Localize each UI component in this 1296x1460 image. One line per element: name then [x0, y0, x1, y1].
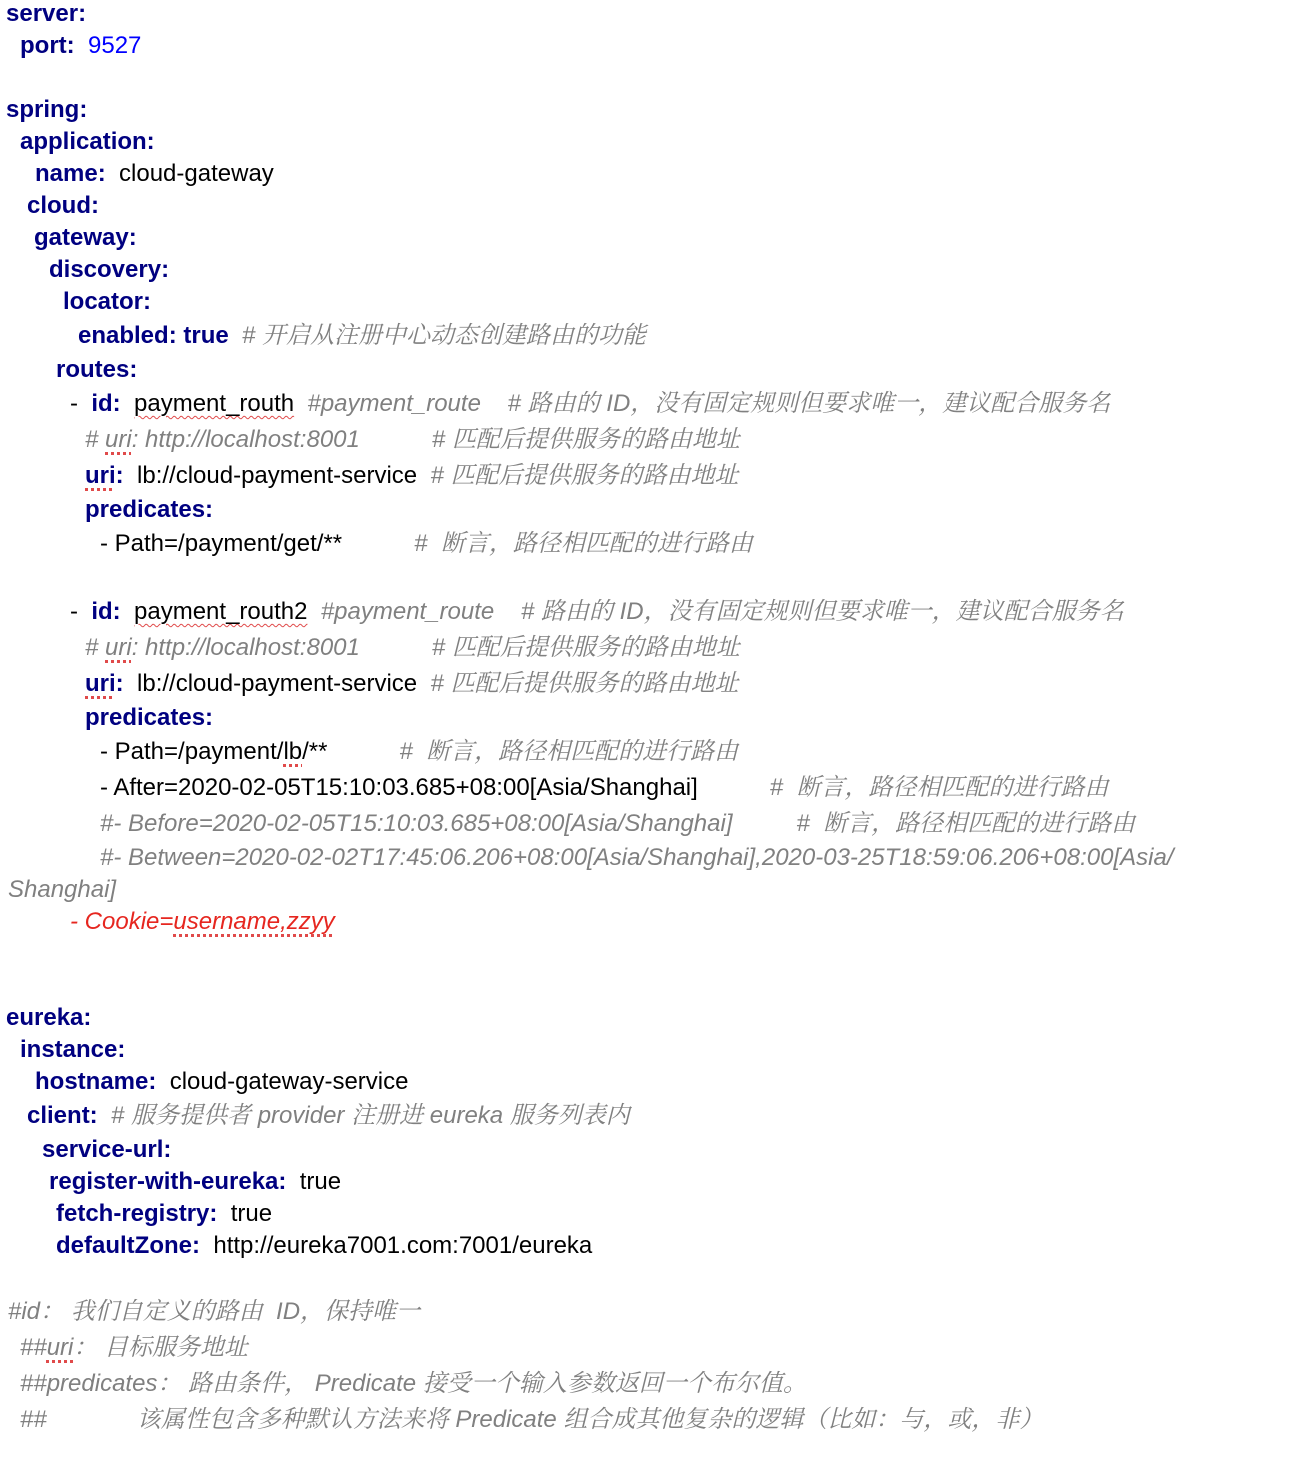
route-2-before-comment: # 断言，路径相匹配的进行路由: [796, 810, 1136, 837]
route-1-uri-colon: :: [115, 462, 124, 489]
value-enabled: true: [183, 322, 229, 349]
route-1-id-comment-1: #payment_route: [307, 390, 481, 417]
value-hostname: cloud-gateway-service: [169, 1068, 409, 1095]
route-1-predicates-key: predicates:: [85, 496, 214, 523]
route-1-path: - Path=/payment/get/**: [100, 530, 343, 557]
note-uri-word: uri: [46, 1334, 74, 1361]
route-2-path-suffix: /**: [302, 738, 328, 765]
route-1-uri-comment-line: [85, 424, 740, 456]
key-register-with-eureka: register-with-eureka:: [49, 1168, 287, 1195]
yaml-line-routes: [56, 354, 137, 386]
value-port: 9527: [88, 32, 142, 59]
key-locator: locator:: [63, 288, 152, 315]
key-instance: instance:: [20, 1036, 126, 1063]
key-spring: spring:: [6, 96, 88, 123]
yaml-line-gateway: [34, 222, 137, 254]
route-2-cookie-value: username,zzyy: [173, 908, 335, 935]
route-2-id-comment-1: #payment_route: [320, 598, 495, 625]
note-line-2: [20, 1332, 248, 1364]
key-discovery: discovery:: [49, 256, 170, 283]
note-predicate-rest: 该属性包含多种默认方法来将 Predicate 组合成其他复杂的逻辑（比如：与，或，非）: [136, 1406, 1044, 1433]
note-line-1: [8, 1296, 420, 1328]
route-1-id-line: [70, 388, 1110, 420]
key-eureka: eureka:: [6, 1004, 92, 1031]
yaml-line-name: [35, 158, 274, 190]
yaml-line-eureka: [6, 1002, 91, 1034]
route-2-after-line: [100, 772, 1108, 804]
key-fetch-registry: fetch-registry:: [56, 1200, 218, 1227]
route-1-uri-comment-tail: # 匹配后提供服务的路由地址: [431, 426, 740, 453]
yaml-line-client: [27, 1100, 630, 1132]
route-1-id-key: id:: [91, 390, 121, 417]
yaml-line-server: [6, 0, 86, 30]
route-2-between-line: [100, 842, 1174, 874]
route-2-predicates-line: [85, 702, 213, 734]
key-port: port:: [20, 32, 75, 59]
route-2-between-wrap-line: [8, 874, 116, 906]
key-client: client:: [27, 1102, 98, 1129]
key-gateway: gateway:: [34, 224, 137, 251]
value-register-with-eureka: true: [299, 1168, 342, 1195]
yaml-line-enabled: [78, 320, 646, 352]
route-1-uri-value: lb://cloud-payment-service: [137, 462, 418, 489]
route-2-path-line: [100, 736, 738, 768]
route-1-uri-comment: # 匹配后提供服务的路由地址: [430, 462, 739, 489]
yaml-line-instance: [20, 1034, 125, 1066]
route-2-uri-comment-tail: # 匹配后提供服务的路由地址: [431, 634, 740, 661]
route-2-before-line: [100, 808, 1135, 840]
route-1-path-line: [100, 528, 753, 560]
route-2-uri-comment: # 匹配后提供服务的路由地址: [430, 670, 739, 697]
key-enabled: enabled:: [78, 322, 177, 349]
key-name: name:: [35, 160, 106, 187]
route-2-before: #- Before=2020-02-05T15:10:03.685+08:00[Asia/Shanghai]: [100, 810, 733, 837]
key-server: server:: [6, 0, 87, 27]
route-2-id-value: payment_routh2: [134, 598, 308, 625]
route-2-after: - After=2020-02-05T15:10:03.685+08:00[Asia/Shanghai]: [100, 774, 698, 801]
note-predicates: ##predicates： 路由条件， Predicate 接受一个输入参数返回一个布尔值。: [20, 1370, 807, 1397]
route-1-predicates-line: [85, 494, 213, 526]
route-1-uri-comment-rest: : http://localhost:8001: [131, 426, 360, 453]
route-1-uri-comment-uri: uri: [105, 426, 132, 453]
route-1-uri-comment-hash: #: [85, 426, 99, 453]
yaml-line-locator: [63, 286, 151, 318]
key-hostname: hostname:: [35, 1068, 157, 1095]
note-uri-prefix: ##: [20, 1334, 47, 1361]
yaml-line-cloud: [27, 190, 99, 222]
route-2-uri-key: uri: [85, 670, 116, 697]
route-2-cookie-line: [70, 906, 335, 938]
route-2-dash: -: [70, 598, 78, 625]
note-line-4: [20, 1404, 1043, 1436]
route-1-uri-line: [85, 460, 739, 492]
route-2-id-line: [70, 596, 1124, 628]
route-2-uri-comment-hash: #: [85, 634, 99, 661]
yaml-line-fetch: [56, 1198, 272, 1230]
route-2-path-comment: # 断言，路径相匹配的进行路由: [399, 738, 739, 765]
route-1-id-comment-2: # 路由的 ID，没有固定规则但要求唯一，建议配合服务名: [507, 390, 1111, 417]
route-2-predicates-key: predicates:: [85, 704, 214, 731]
key-routes: routes:: [56, 356, 138, 383]
note-line-3: [20, 1368, 807, 1400]
yaml-line-default-zone: [56, 1230, 592, 1262]
value-default-zone: http://eureka7001.com:7001/eureka: [213, 1232, 593, 1259]
note-id: #id： 我们自定义的路由 ID，保持唯一: [8, 1298, 421, 1325]
route-2-path-lb: lb: [283, 738, 303, 765]
comment-client: # 服务提供者 provider 注册进 eureka 服务列表内: [111, 1102, 630, 1129]
route-2-id-comment-2: # 路由的 ID，没有固定规则但要求唯一，建议配合服务名: [520, 598, 1124, 625]
route-2-uri-line: [85, 668, 739, 700]
route-2-uri-comment-rest: : http://localhost:8001: [131, 634, 360, 661]
key-application: application:: [20, 128, 155, 155]
route-1-uri-key: uri: [85, 462, 116, 489]
route-2-after-comment: # 断言，路径相匹配的进行路由: [769, 774, 1109, 801]
route-1-path-comment: # 断言，路径相匹配的进行路由: [414, 530, 753, 557]
key-service-url: service-url:: [42, 1136, 172, 1163]
note-uri-rest: ： 目标服务地址: [73, 1334, 249, 1361]
yaml-line-spring: [6, 94, 87, 126]
comment-enabled: # 开启从注册中心动态创建路由的功能: [242, 322, 647, 349]
route-2-uri-colon: :: [115, 670, 124, 697]
yaml-line-service-url: [42, 1134, 171, 1166]
route-2-uri-comment-line: [85, 632, 740, 664]
route-2-path-prefix: - Path=/payment/: [100, 738, 284, 765]
route-2-cookie-prefix: - Cookie=: [70, 908, 174, 935]
yaml-line-register: [49, 1166, 341, 1198]
value-name: cloud-gateway: [119, 160, 274, 187]
route-2-between-wrap: Shanghai]: [8, 876, 117, 903]
yaml-line-port: [20, 30, 141, 62]
yaml-line-hostname: [35, 1066, 408, 1098]
route-2-between: #- Between=2020-02-02T17:45:06.206+08:00[Asia/Shanghai],2020-03-25T18:59:06.206+08:00[Asia/: [100, 844, 1174, 871]
route-2-uri-comment-uri: uri: [105, 634, 132, 661]
route-1-id-value: payment_routh: [134, 390, 295, 417]
key-default-zone: defaultZone:: [56, 1232, 200, 1259]
route-2-uri-value: lb://cloud-payment-service: [137, 670, 418, 697]
yaml-line-discovery: [49, 254, 169, 286]
note-predicate-prefix: ##: [20, 1406, 47, 1433]
key-cloud: cloud:: [27, 192, 99, 219]
route-1-dash: -: [70, 390, 78, 417]
value-fetch-registry: true: [230, 1200, 273, 1227]
route-2-id-key: id:: [91, 598, 121, 625]
yaml-line-application: [20, 126, 155, 158]
